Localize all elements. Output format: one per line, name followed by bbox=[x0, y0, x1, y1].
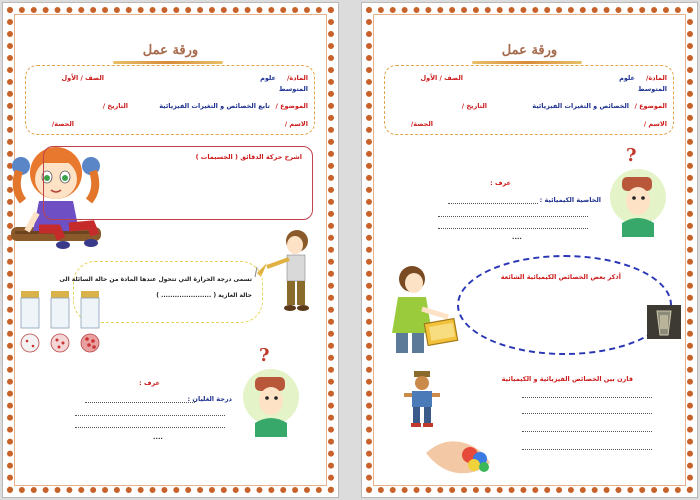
svg-text:?: ? bbox=[259, 345, 270, 366]
right-page bbox=[361, 2, 698, 498]
topic-label: الموضوع / bbox=[275, 102, 308, 110]
girl-with-book-illustration bbox=[382, 263, 460, 359]
chemical-properties-oval[interactable] bbox=[457, 255, 672, 355]
svg-text:?: ? bbox=[626, 145, 637, 166]
left-page bbox=[2, 2, 339, 498]
dots-short: .... bbox=[512, 233, 522, 241]
date-label: التاريخ / bbox=[461, 102, 487, 110]
header-info-box bbox=[25, 65, 315, 135]
three-beakers-illustration bbox=[17, 291, 109, 355]
explain-answer-box[interactable] bbox=[43, 146, 313, 220]
compare-prompt: قارن بين الخصائص الفيزيائية و الكيميائية bbox=[501, 375, 633, 383]
answer-line[interactable] bbox=[75, 415, 225, 416]
title-underline bbox=[113, 61, 223, 64]
title-underline bbox=[472, 61, 582, 64]
period-label: الحصة/ bbox=[410, 120, 433, 128]
topic-value: تابع الخصائص و التغيرات الفيزيائية bbox=[159, 102, 270, 110]
thinking-boy-illustration bbox=[235, 343, 301, 437]
grade-label: الصف / الأول bbox=[420, 74, 463, 82]
answer-line[interactable] bbox=[75, 427, 225, 428]
worksheet-title: ورقة عمل bbox=[142, 43, 199, 58]
define-label: عرف : bbox=[139, 379, 160, 387]
level-label: المتوسط bbox=[278, 85, 308, 93]
glass-photo bbox=[647, 305, 681, 339]
subject-label: المادة/ bbox=[645, 74, 667, 82]
worksheet-title: ورقة عمل bbox=[501, 43, 558, 58]
date-label: التاريخ / bbox=[102, 102, 128, 110]
level-label: المتوسط bbox=[637, 85, 667, 93]
hand-with-clay-illustration bbox=[422, 433, 494, 477]
thinking-boy-illustration bbox=[602, 143, 668, 237]
define-label: عرف : bbox=[490, 179, 511, 187]
answer-line[interactable] bbox=[438, 228, 588, 229]
answer-line[interactable] bbox=[522, 397, 652, 398]
name-label: الاسم / bbox=[284, 120, 308, 128]
boiling-point-label: درجة الغليان : bbox=[187, 395, 232, 403]
header-info-box bbox=[384, 65, 674, 135]
chemical-property-label: الخاصية الكيميائية : bbox=[539, 196, 601, 204]
answer-line[interactable] bbox=[85, 402, 195, 403]
answer-line[interactable] bbox=[522, 431, 652, 432]
boiling-question-line2: حالة الغازية ( ...................... ) bbox=[156, 292, 252, 299]
subject-value: علوم bbox=[260, 74, 276, 82]
toy-figure-illustration bbox=[402, 371, 442, 427]
name-label: الاسم / bbox=[643, 120, 667, 128]
answer-line[interactable] bbox=[448, 203, 538, 204]
answer-line[interactable] bbox=[522, 449, 652, 450]
grade-label: الصف / الأول bbox=[61, 74, 104, 82]
topic-label: الموضوع / bbox=[634, 102, 667, 110]
subject-label: المادة/ bbox=[286, 74, 308, 82]
dots-short: .... bbox=[153, 433, 163, 441]
subject-value: علوم bbox=[619, 74, 635, 82]
answer-line[interactable] bbox=[438, 216, 588, 217]
boiling-question-line1: تسمى درجة الحرارة التي تتحول عندها المادة من حالة السائلة الى bbox=[59, 276, 252, 283]
explain-prompt: اشرح حركة الدقائق ( الجسيمات ) bbox=[195, 153, 302, 161]
period-label: الحصة/ bbox=[51, 120, 74, 128]
answer-line[interactable] bbox=[522, 413, 652, 414]
oval-prompt: أذكر بعض الخصائص الكيميائية الشائعة bbox=[500, 273, 621, 281]
topic-value: الخصائص و التغيرات الفيزيائية bbox=[532, 102, 629, 110]
